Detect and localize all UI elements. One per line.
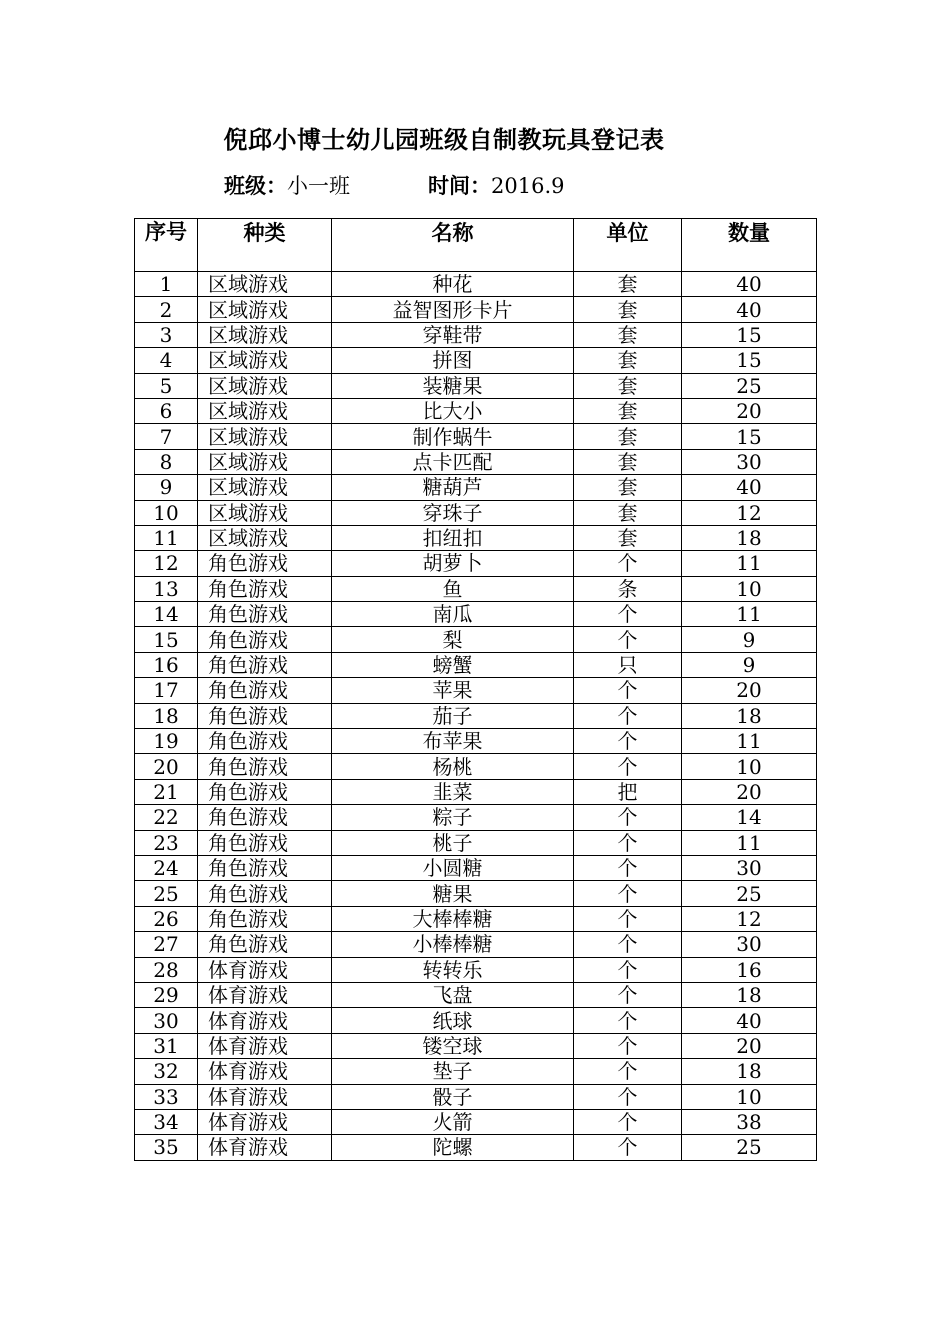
cell-unit: 个 [574, 1008, 682, 1033]
cell-quantity: 11 [682, 729, 817, 754]
cell-unit: 套 [574, 449, 682, 474]
table-row [135, 297, 817, 322]
table-row [135, 348, 817, 373]
table-row [135, 982, 817, 1007]
header-name: 名称 [332, 219, 574, 272]
cell-number: 32 [135, 1059, 198, 1084]
cell-type: 角色游戏 [198, 805, 332, 830]
cell-quantity: 40 [682, 272, 817, 297]
cell-name: 装糖果 [332, 373, 574, 398]
cell-unit: 个 [574, 1084, 682, 1109]
table-header [135, 219, 817, 272]
cell-number: 2 [135, 297, 198, 322]
cell-number: 23 [135, 830, 198, 855]
cell-quantity: 40 [682, 1008, 817, 1033]
cell-unit: 套 [574, 373, 682, 398]
table-row [135, 906, 817, 931]
cell-name: 火箭 [332, 1109, 574, 1134]
table-row [135, 627, 817, 652]
table-row [135, 703, 817, 728]
cell-number: 20 [135, 754, 198, 779]
cell-unit: 套 [574, 424, 682, 449]
cell-type: 角色游戏 [198, 881, 332, 906]
cell-number: 21 [135, 779, 198, 804]
cell-number: 8 [135, 449, 198, 474]
cell-quantity: 20 [682, 398, 817, 423]
cell-type: 角色游戏 [198, 729, 332, 754]
cell-name: 大棒棒糖 [332, 906, 574, 931]
cell-unit: 套 [574, 348, 682, 373]
cell-quantity: 11 [682, 551, 817, 576]
class-value: 小一班 [287, 174, 350, 198]
table-row [135, 424, 817, 449]
cell-type: 区域游戏 [198, 398, 332, 423]
cell-number: 10 [135, 500, 198, 525]
cell-type: 区域游戏 [198, 348, 332, 373]
cell-quantity: 12 [682, 500, 817, 525]
table-row [135, 398, 817, 423]
cell-unit: 个 [574, 729, 682, 754]
cell-name: 扣纽扣 [332, 525, 574, 550]
cell-name: 小圆糖 [332, 855, 574, 880]
cell-number: 15 [135, 627, 198, 652]
cell-unit: 只 [574, 652, 682, 677]
cell-type: 角色游戏 [198, 906, 332, 931]
cell-name: 穿珠子 [332, 500, 574, 525]
cell-quantity: 30 [682, 932, 817, 957]
cell-number: 17 [135, 678, 198, 703]
table-row [135, 1109, 817, 1134]
table-row [135, 881, 817, 906]
cell-quantity: 15 [682, 424, 817, 449]
cell-number: 24 [135, 855, 198, 880]
cell-name: 制作蜗牛 [332, 424, 574, 449]
cell-type: 体育游戏 [198, 982, 332, 1007]
cell-quantity: 25 [682, 1135, 817, 1160]
cell-quantity: 10 [682, 576, 817, 601]
cell-unit: 套 [574, 272, 682, 297]
cell-quantity: 15 [682, 348, 817, 373]
cell-quantity: 9 [682, 627, 817, 652]
cell-name: 梨 [332, 627, 574, 652]
table-body [135, 272, 817, 1161]
cell-number: 18 [135, 703, 198, 728]
cell-type: 角色游戏 [198, 754, 332, 779]
cell-type: 体育游戏 [198, 1033, 332, 1058]
cell-quantity: 12 [682, 906, 817, 931]
cell-number: 34 [135, 1109, 198, 1134]
cell-name: 镂空球 [332, 1033, 574, 1058]
cell-number: 27 [135, 932, 198, 957]
cell-number: 3 [135, 322, 198, 347]
cell-type: 角色游戏 [198, 779, 332, 804]
time-value: 2016.9 [491, 174, 565, 198]
cell-quantity: 18 [682, 982, 817, 1007]
cell-name: 苹果 [332, 678, 574, 703]
cell-number: 19 [135, 729, 198, 754]
cell-quantity: 40 [682, 297, 817, 322]
cell-quantity: 25 [682, 373, 817, 398]
cell-quantity: 10 [682, 754, 817, 779]
cell-quantity: 18 [682, 525, 817, 550]
table-row [135, 1033, 817, 1058]
cell-unit: 个 [574, 703, 682, 728]
cell-name: 转转乐 [332, 957, 574, 982]
cell-type: 角色游戏 [198, 855, 332, 880]
cell-unit: 把 [574, 779, 682, 804]
cell-number: 6 [135, 398, 198, 423]
cell-number: 4 [135, 348, 198, 373]
cell-type: 角色游戏 [198, 703, 332, 728]
table-row [135, 373, 817, 398]
cell-name: 陀螺 [332, 1135, 574, 1160]
header-quantity: 数量 [682, 219, 817, 272]
table-row [135, 678, 817, 703]
cell-quantity: 40 [682, 475, 817, 500]
cell-quantity: 30 [682, 855, 817, 880]
cell-quantity: 10 [682, 1084, 817, 1109]
cell-name: 南瓜 [332, 602, 574, 627]
cell-number: 26 [135, 906, 198, 931]
cell-name: 螃蟹 [332, 652, 574, 677]
table-row [135, 957, 817, 982]
cell-unit: 个 [574, 982, 682, 1007]
header-unit: 单位 [574, 219, 682, 272]
cell-unit: 个 [574, 551, 682, 576]
cell-unit: 个 [574, 754, 682, 779]
cell-number: 14 [135, 602, 198, 627]
cell-quantity: 14 [682, 805, 817, 830]
cell-unit: 条 [574, 576, 682, 601]
table-row [135, 754, 817, 779]
cell-name: 比大小 [332, 398, 574, 423]
cell-type: 区域游戏 [198, 272, 332, 297]
cell-type: 体育游戏 [198, 1059, 332, 1084]
cell-type: 区域游戏 [198, 475, 332, 500]
table-row [135, 830, 817, 855]
table-row [135, 525, 817, 550]
cell-number: 12 [135, 551, 198, 576]
register-table [134, 218, 817, 1161]
cell-unit: 个 [574, 1135, 682, 1160]
table-row [135, 1084, 817, 1109]
cell-name: 骰子 [332, 1084, 574, 1109]
cell-type: 体育游戏 [198, 1008, 332, 1033]
table-row [135, 576, 817, 601]
cell-name: 杨桃 [332, 754, 574, 779]
cell-number: 22 [135, 805, 198, 830]
table-row [135, 322, 817, 347]
cell-unit: 个 [574, 855, 682, 880]
cell-type: 角色游戏 [198, 627, 332, 652]
header-type: 种类 [198, 219, 332, 272]
cell-unit: 个 [574, 1033, 682, 1058]
cell-name: 点卡匹配 [332, 449, 574, 474]
cell-number: 31 [135, 1033, 198, 1058]
cell-name: 粽子 [332, 805, 574, 830]
cell-unit: 套 [574, 398, 682, 423]
cell-type: 区域游戏 [198, 500, 332, 525]
cell-quantity: 38 [682, 1109, 817, 1134]
cell-number: 29 [135, 982, 198, 1007]
cell-quantity: 15 [682, 322, 817, 347]
cell-number: 28 [135, 957, 198, 982]
cell-unit: 套 [574, 475, 682, 500]
cell-name: 茄子 [332, 703, 574, 728]
cell-unit: 套 [574, 322, 682, 347]
cell-name: 鱼 [332, 576, 574, 601]
cell-unit: 个 [574, 602, 682, 627]
cell-type: 角色游戏 [198, 602, 332, 627]
cell-type: 体育游戏 [198, 1109, 332, 1134]
cell-quantity: 18 [682, 703, 817, 728]
cell-unit: 个 [574, 906, 682, 931]
cell-type: 区域游戏 [198, 424, 332, 449]
cell-type: 区域游戏 [198, 322, 332, 347]
table-row [135, 449, 817, 474]
table-row [135, 855, 817, 880]
table-row [135, 652, 817, 677]
cell-name: 小棒棒糖 [332, 932, 574, 957]
cell-type: 体育游戏 [198, 1084, 332, 1109]
cell-type: 体育游戏 [198, 1135, 332, 1160]
cell-number: 35 [135, 1135, 198, 1160]
cell-name: 布苹果 [332, 729, 574, 754]
cell-name: 拼图 [332, 348, 574, 373]
table-row [135, 1059, 817, 1084]
cell-unit: 个 [574, 932, 682, 957]
cell-number: 9 [135, 475, 198, 500]
cell-number: 5 [135, 373, 198, 398]
header-row [135, 219, 817, 272]
cell-type: 角色游戏 [198, 932, 332, 957]
cell-name: 益智图形卡片 [332, 297, 574, 322]
cell-quantity: 30 [682, 449, 817, 474]
meta-line [224, 170, 564, 200]
cell-type: 区域游戏 [198, 449, 332, 474]
cell-name: 韭菜 [332, 779, 574, 804]
table-row [135, 805, 817, 830]
table-row [135, 932, 817, 957]
cell-type: 区域游戏 [198, 297, 332, 322]
cell-quantity: 16 [682, 957, 817, 982]
table-row [135, 551, 817, 576]
cell-quantity: 20 [682, 678, 817, 703]
cell-type: 区域游戏 [198, 525, 332, 550]
cell-unit: 个 [574, 805, 682, 830]
cell-quantity: 20 [682, 779, 817, 804]
cell-name: 种花 [332, 272, 574, 297]
cell-quantity: 18 [682, 1059, 817, 1084]
cell-type: 角色游戏 [198, 551, 332, 576]
table-row [135, 475, 817, 500]
cell-type: 角色游戏 [198, 830, 332, 855]
table-row [135, 272, 817, 297]
header-number: 序号 [135, 219, 198, 272]
cell-name: 飞盘 [332, 982, 574, 1007]
table-row [135, 729, 817, 754]
cell-number: 11 [135, 525, 198, 550]
cell-number: 7 [135, 424, 198, 449]
table-row [135, 1135, 817, 1160]
table-row [135, 779, 817, 804]
cell-quantity: 11 [682, 602, 817, 627]
cell-unit: 个 [574, 881, 682, 906]
cell-quantity: 20 [682, 1033, 817, 1058]
cell-number: 16 [135, 652, 198, 677]
table-row [135, 1008, 817, 1033]
cell-name: 糖葫芦 [332, 475, 574, 500]
cell-type: 区域游戏 [198, 373, 332, 398]
cell-number: 25 [135, 881, 198, 906]
cell-number: 30 [135, 1008, 198, 1033]
time-label: 时间： [428, 174, 491, 198]
cell-unit: 个 [574, 830, 682, 855]
cell-type: 角色游戏 [198, 678, 332, 703]
cell-unit: 个 [574, 1109, 682, 1134]
cell-number: 1 [135, 272, 198, 297]
cell-unit: 套 [574, 525, 682, 550]
document-title: 倪邱小博士幼儿园班级自制教玩具登记表 [223, 126, 665, 154]
class-label: 班级： [224, 174, 287, 198]
cell-unit: 个 [574, 678, 682, 703]
cell-name: 胡萝卜 [332, 551, 574, 576]
cell-unit: 套 [574, 297, 682, 322]
cell-type: 体育游戏 [198, 957, 332, 982]
table-row [135, 500, 817, 525]
cell-quantity: 25 [682, 881, 817, 906]
cell-name: 糖果 [332, 881, 574, 906]
cell-unit: 套 [574, 500, 682, 525]
cell-quantity: 9 [682, 652, 817, 677]
cell-number: 13 [135, 576, 198, 601]
cell-quantity: 11 [682, 830, 817, 855]
table-row [135, 602, 817, 627]
cell-name: 垫子 [332, 1059, 574, 1084]
cell-name: 纸球 [332, 1008, 574, 1033]
cell-type: 角色游戏 [198, 576, 332, 601]
cell-type: 角色游戏 [198, 652, 332, 677]
cell-number: 33 [135, 1084, 198, 1109]
cell-unit: 个 [574, 1059, 682, 1084]
cell-unit: 个 [574, 627, 682, 652]
cell-name: 桃子 [332, 830, 574, 855]
cell-name: 穿鞋带 [332, 322, 574, 347]
cell-unit: 个 [574, 957, 682, 982]
